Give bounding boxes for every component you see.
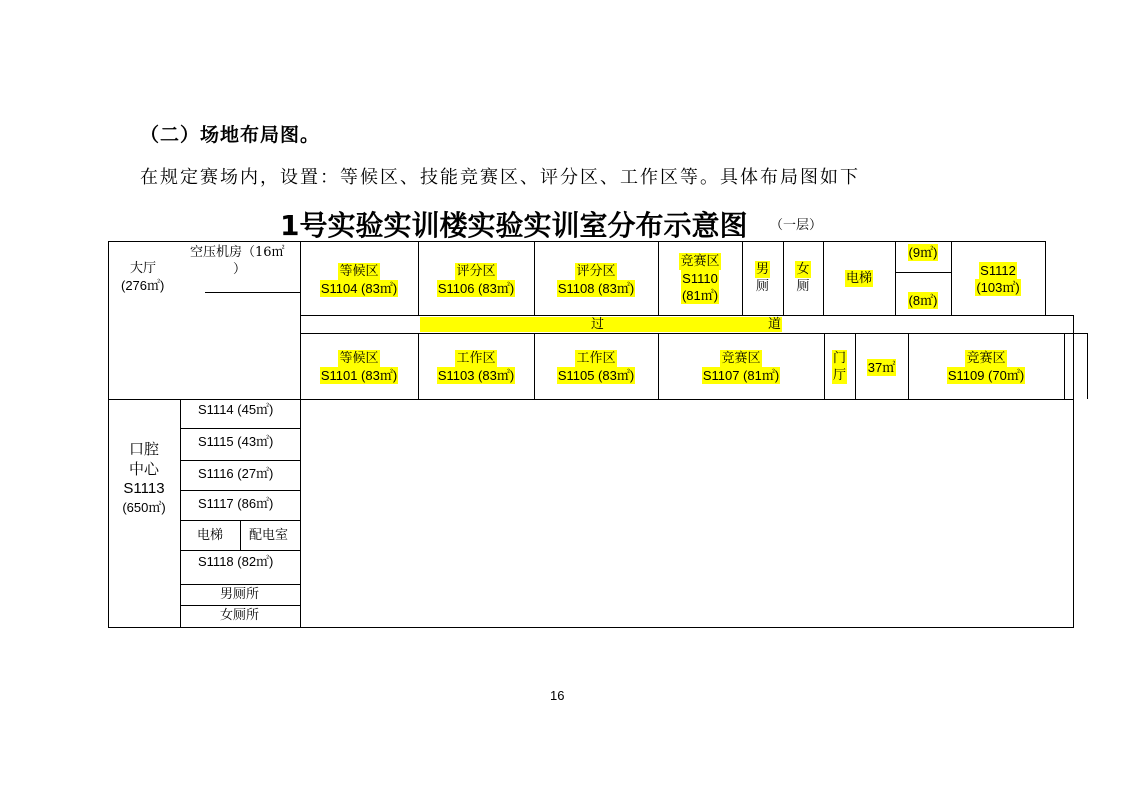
corridor-char-2: 道: [768, 317, 782, 332]
compressor-underline: [205, 292, 301, 293]
room-s1112: S1112 (103㎡): [976, 263, 1020, 295]
elevator-bottom: 电梯: [197, 528, 224, 543]
room-s1106: 评分区 S1106 (83㎡): [437, 264, 515, 296]
male-toilet: 男厕所: [220, 587, 260, 602]
power-room: 配电室: [249, 528, 289, 543]
room-s1117: S1117 (86㎡): [198, 496, 274, 511]
door-hall: 门 厅: [832, 351, 846, 383]
diagram-title: 1号实验实训楼实验实训室分布示意图: [280, 209, 748, 242]
hall-area: (276㎡): [121, 278, 165, 293]
corridor-char-1: 过: [591, 317, 605, 332]
small-room-top: (9㎡): [908, 244, 938, 260]
room-s1110: 竞赛区 S1110 (81㎡): [680, 253, 720, 303]
dental-center: 口腔 中心 S1113 (650㎡): [122, 439, 166, 515]
room-s1103: 工作区 S1103 (83㎡): [437, 351, 515, 383]
room-s1101: 等候区 S1101 (83㎡): [320, 351, 398, 383]
room-s1109: 竞赛区 S1109 (70㎡): [947, 351, 1025, 383]
compressor-room-line1: 空压机房（16㎡: [190, 245, 285, 260]
frame-right-edge: [1087, 333, 1088, 399]
compressor-room-line2: ）: [233, 262, 247, 277]
room-s1107: 竞赛区 S1107 (81㎡): [702, 351, 780, 383]
frame-right-top: [1045, 241, 1046, 316]
hall-name: 大厅: [130, 261, 157, 276]
male-wc: 男 厕: [755, 262, 769, 294]
frame-left: [108, 241, 109, 628]
room-s1115: S1115 (43㎡): [198, 434, 274, 449]
room-s1104: 等候区 S1104 (83㎡): [320, 264, 398, 296]
female-toilet: 女厕所: [220, 608, 260, 623]
row-divider: [108, 399, 1074, 400]
corridor-top: [300, 315, 1074, 316]
room-s1108: 评分区 S1108 (83㎡): [557, 264, 635, 296]
diagram-subtitle: （一层）: [770, 218, 823, 233]
room-s1116: S1116 (27㎡): [198, 466, 274, 481]
room-s1118: S1118 (82㎡): [198, 554, 274, 569]
area-37: 37㎡: [867, 359, 896, 375]
section-heading: （二）场地布局图。: [140, 124, 321, 146]
page-number: 16: [550, 688, 565, 703]
female-wc: 女 厕: [796, 262, 810, 294]
intro-text: 在规定赛场内，设置：等候区、技能竞赛区、评分区、工作区等。具体布局图如下: [140, 167, 860, 188]
room-s1114: S1114 (45㎡): [198, 402, 274, 417]
elevator-top: 电梯: [845, 270, 872, 286]
frame-bottom: [108, 627, 1074, 628]
frame-right-bottom: [1073, 315, 1074, 628]
small-room-bottom: (8㎡): [908, 292, 938, 308]
room-s1105: 工作区 S1105 (83㎡): [557, 351, 635, 383]
